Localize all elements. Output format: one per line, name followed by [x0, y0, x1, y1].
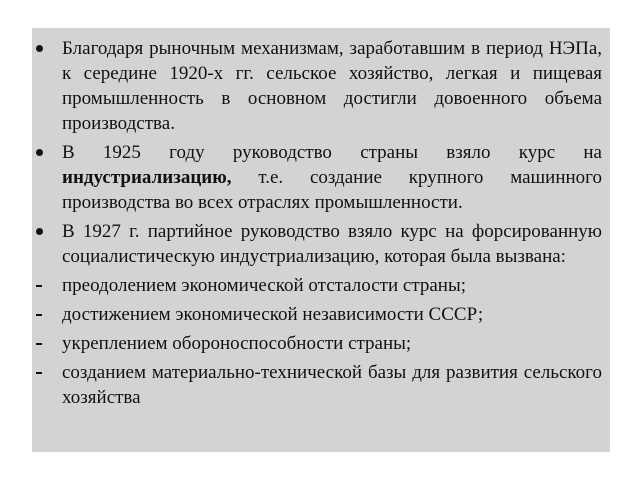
list-item: [36, 140, 602, 215]
list-item-text: В 1927 г. партийное руководство взяло курс на форсированную социалистическую индустриализацию, которая была вызвана:: [62, 221, 602, 267]
list-item: [36, 273, 602, 298]
list-item: [36, 302, 602, 327]
list-item-text: преодолением экономической отсталости страны;: [62, 275, 467, 296]
list-item: [36, 36, 602, 136]
list-item-text: достижением экономической независимости СССР;: [62, 304, 484, 325]
list-item: [36, 360, 602, 410]
list-item-text-before: В 1925 году руководство страны взяло курс на: [62, 142, 602, 163]
list-item: [36, 219, 602, 269]
list-item-text: Благодаря рыночным механизмам, заработавшим в период НЭПа, к середине 1920-х гг. сельское хозяйство, легкая и пищевая промышленность в основном достигли довоенного объема производства.: [62, 38, 602, 134]
list-item: [36, 331, 602, 356]
list-item-bold-term: индустриализацию,: [62, 167, 232, 188]
slide-content-box: [32, 28, 610, 452]
list-item-text: созданием материально-технической базы для развития сельского хозяйства: [62, 362, 602, 408]
list-item-text: укреплением обороноспособности страны;: [62, 333, 412, 354]
bullet-list: [36, 36, 602, 410]
list-item-text-after: т.е. создание крупного машинного производства во всех отраслях промышленности.: [62, 167, 602, 213]
